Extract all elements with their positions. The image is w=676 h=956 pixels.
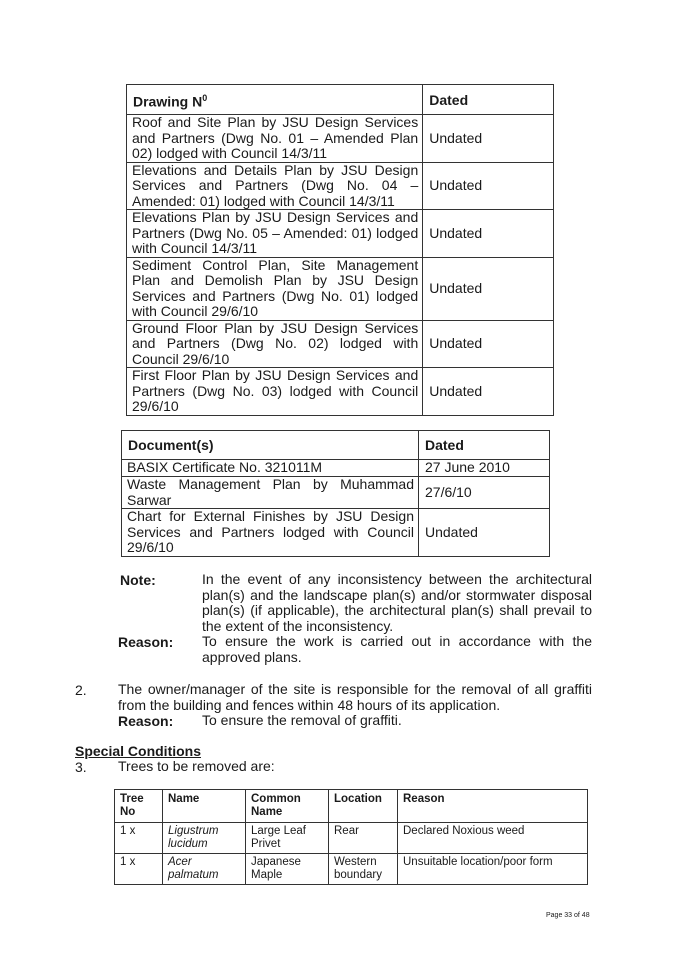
table-row [122, 460, 550, 477]
tree-no-header: Tree No [115, 790, 163, 823]
document-description: BASIX Certificate No. 321011M [122, 460, 419, 477]
table-row [122, 509, 550, 557]
special-conditions-heading: Special Conditions [75, 743, 202, 759]
table-row [122, 477, 550, 509]
drawing-description: Ground Floor Plan by JSU Design Services and Partners (Dwg No. 02) lodged with Council 29/6/10 [127, 320, 423, 368]
dated-header: Dated [423, 85, 554, 115]
drawing-description: First Floor Plan by JSU Design Services and Partners (Dwg No. 03) lodged with Council 29/6/10 [127, 368, 423, 416]
table-row [115, 823, 588, 854]
condition-reason-text: To ensure the removal of graffiti. [202, 712, 402, 728]
table-row [127, 257, 554, 320]
document-dated: 27 June 2010 [419, 460, 550, 477]
drawing-dated: Undated [423, 320, 554, 368]
table-row [127, 368, 554, 416]
drawing-dated: Undated [423, 162, 554, 210]
tree-no-cell: 1 x [115, 823, 163, 854]
note-label: Note: [120, 572, 156, 588]
drawing-dated: Undated [423, 210, 554, 258]
superscript: 0 [202, 93, 208, 103]
condition-number: 2. [75, 682, 87, 698]
documents-table [121, 430, 550, 557]
location-header: Location [329, 790, 398, 823]
common-name-cell: Japanese Maple [246, 854, 329, 885]
reason-cell: Declared Noxious weed [398, 823, 588, 854]
note-reason-label: Reason: [118, 634, 174, 650]
drawing-description: Roof and Site Plan by JSU Design Services and Partners (Dwg No. 01 – Amended Plan 02) lodged with Council 14/3/11 [127, 115, 423, 163]
condition-number: 3. [75, 759, 87, 775]
drawing-description: Sediment Control Plan, Site Management Plan and Demolish Plan by JSU Design Services and Partners (Dwg No. 01) lodged with Council 29/6/10 [127, 257, 423, 320]
page-number: Page 33 of 48 [546, 912, 590, 919]
drawing-dated: Undated [423, 115, 554, 163]
tree-name-cell: Ligustrum lucidum [163, 823, 246, 854]
condition-text: The owner/manager of the site is responsible for the removal of all graffiti from the building and fences within 48 hours of its application. [118, 681, 592, 713]
condition-reason-label: Reason: [118, 713, 174, 729]
drawing-header: Drawing $N^0$ [127, 85, 423, 115]
drawing-dated: Undated [423, 368, 554, 416]
trees-table [114, 789, 588, 885]
document-header: Document(s) [122, 431, 419, 460]
table-header-row [127, 85, 554, 115]
document-dated: 27/6/10 [419, 477, 550, 509]
document-description: Waste Management Plan by Muhammad Sarwar [122, 477, 419, 509]
reason-cell: Unsuitable location/poor form [398, 854, 588, 885]
document-dated: Undated [419, 509, 550, 557]
table-row [115, 854, 588, 885]
table-header-row [115, 790, 588, 823]
reason-header: Reason [398, 790, 588, 823]
common-name-header: Common Name [246, 790, 329, 823]
note-reason-text: To ensure the work is carried out in accordance with the approved plans. [202, 633, 592, 665]
table-row [127, 210, 554, 258]
note-text: In the event of any inconsistency between the architectural plan(s) and the landscape plan(s) and/or stormwater disposal plan(s) (if applicable), the architectural plan(s) shall prevail to the extent of the inconsistency. [202, 571, 592, 634]
table-row [127, 320, 554, 368]
dated-header: Dated [419, 431, 550, 460]
table-row [127, 115, 554, 163]
drawing-dated: Undated [423, 257, 554, 320]
drawings-table [126, 84, 554, 416]
location-cell: Rear [329, 823, 398, 854]
table-row [127, 162, 554, 210]
tree-no-cell: 1 x [115, 854, 163, 885]
common-name-cell: Large Leaf Privet [246, 823, 329, 854]
tree-name-cell: Acer palmatum [163, 854, 246, 885]
condition-text: Trees to be removed are: [118, 758, 275, 774]
table-header-row [122, 431, 550, 460]
location-cell: Western boundary [329, 854, 398, 885]
drawing-description: Elevations Plan by JSU Design Services and Partners (Dwg No. 05 – Amended: 01) lodged with Council 14/3/11 [127, 210, 423, 258]
drawing-description: Elevations and Details Plan by JSU Design Services and Partners (Dwg No. 04 – Amended: 01) lodged with Council 14/3/11 [127, 162, 423, 210]
name-header: Name [163, 790, 246, 823]
document-description: Chart for External Finishes by JSU Design Services and Partners lodged with Council 29/6/10 [122, 509, 419, 557]
